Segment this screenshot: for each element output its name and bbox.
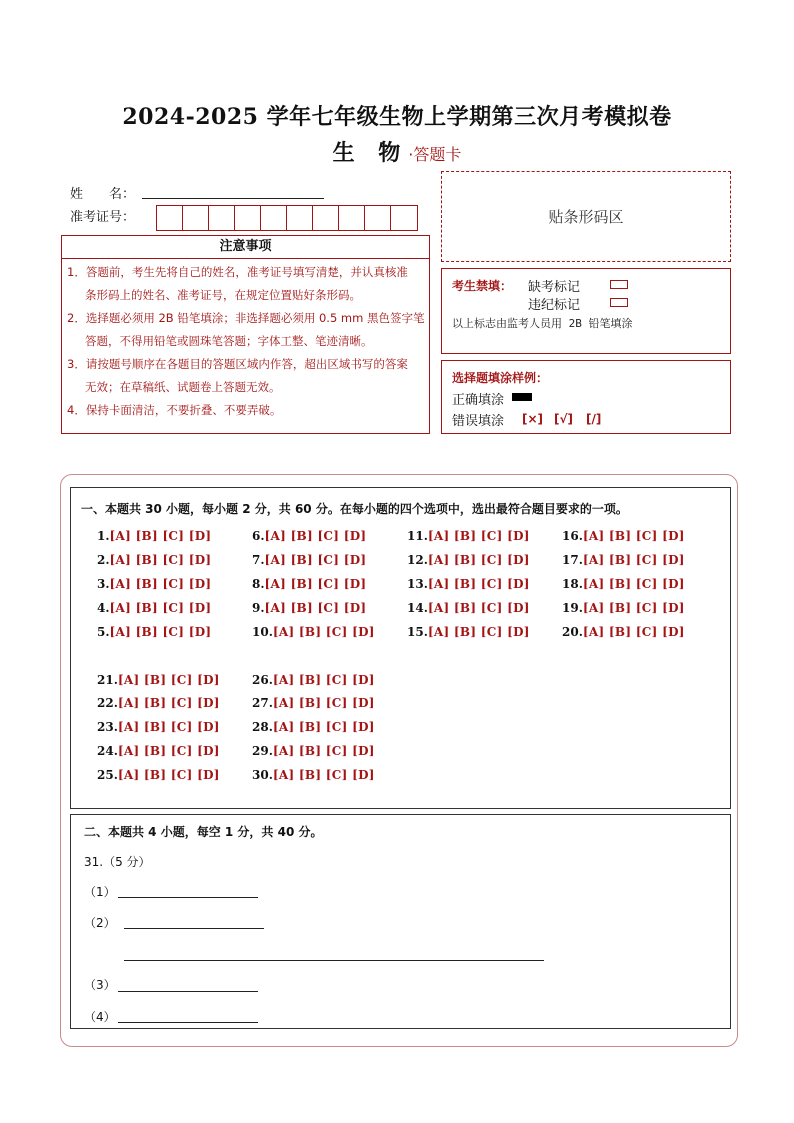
question-number: 9. (252, 601, 265, 615)
choice-question[interactable] (252, 553, 366, 567)
choice-question[interactable] (252, 577, 366, 591)
choice-question[interactable] (407, 625, 530, 639)
section2-box (70, 814, 731, 1029)
id-cell[interactable] (157, 206, 183, 230)
choice-question[interactable] (97, 577, 211, 591)
absent-label: 缺考标记 (528, 280, 581, 295)
answer-options[interactable]: [A] [B] [C] [D] (272, 696, 375, 710)
answer-options[interactable]: [A] [B] [C] [D] (272, 625, 375, 639)
wrong-mark-x: [×] (522, 412, 544, 426)
question-number: 5. (97, 625, 110, 639)
choice-question[interactable] (252, 720, 375, 734)
choice-question[interactable] (97, 720, 220, 734)
question-number: 12. (407, 553, 428, 567)
notice-line: 无效；在草稿纸、试题卷上答题无效。 (85, 380, 281, 394)
correct-fill-mark (512, 393, 532, 401)
answer-options[interactable]: [A] [B] [C] [D] (272, 768, 375, 782)
answer-options[interactable]: [A] [B] [C] [D] (109, 625, 212, 639)
question-number: 16. (562, 529, 583, 543)
id-cell[interactable] (235, 206, 261, 230)
choice-question[interactable] (97, 744, 220, 758)
answer-options[interactable]: [A] [B] [C] [D] (427, 529, 530, 543)
question-number: 8. (252, 577, 265, 591)
id-cell[interactable] (313, 206, 339, 230)
section1-heading: 一、本题共 30 小题，每小题 2 分，共 60 分。在每小题的四个选项中，选出最符合题目要求的一项。 (81, 502, 628, 516)
question-number: 17. (562, 553, 583, 567)
answer-options[interactable]: [A] [B] [C] [D] (264, 577, 367, 591)
correct-fill-label: 正确填涂 (452, 393, 505, 408)
question-number: 30. (252, 768, 273, 782)
choice-question[interactable] (97, 768, 220, 782)
answer-line-3[interactable] (118, 991, 258, 992)
notice-line: 1．答题前，考生先将自己的姓名，准考证号填写清楚，并认真核准 (67, 265, 408, 279)
choice-question[interactable] (252, 529, 366, 543)
answer-options[interactable]: [A] [B] [C] [D] (117, 720, 220, 734)
question-number: 1. (97, 529, 110, 543)
notice-line: 条形码上的姓名、准考证号，在规定位置贴好条形码。 (85, 288, 361, 302)
answer-options[interactable]: [A] [B] [C] [D] (272, 720, 375, 734)
question-number: 20. (562, 625, 583, 639)
answer-options[interactable]: [A] [B] [C] [D] (117, 768, 220, 782)
choice-question[interactable] (407, 577, 530, 591)
choice-question[interactable] (562, 601, 685, 615)
question-number: 7. (252, 553, 265, 567)
wrong-mark-slash: [/] (586, 412, 602, 426)
sub-label-2: （2） (84, 916, 116, 930)
notice-heading: 注意事项 (219, 239, 272, 254)
answer-options[interactable]: [A] [B] [C] [D] (264, 529, 367, 543)
choice-question[interactable] (252, 768, 375, 782)
question-number: 10. (252, 625, 273, 639)
violation-label: 违纪标记 (528, 298, 581, 313)
answer-line-2a[interactable] (124, 928, 264, 929)
id-number-grid[interactable] (156, 205, 418, 231)
fill-sample-label: 选择题填涂样例： (452, 371, 549, 385)
answer-options[interactable]: [A] [B] [C] [D] (109, 553, 212, 567)
card-suffix: ·答题卡 (408, 145, 462, 164)
subject-title (0, 136, 794, 167)
question-number: 15. (407, 625, 428, 639)
question-number: 14. (407, 601, 428, 615)
question-number: 24. (97, 744, 118, 758)
question-number: 18. (562, 577, 583, 591)
answer-options[interactable]: [A] [B] [C] [D] (582, 577, 685, 591)
choice-question[interactable] (252, 744, 375, 758)
notice-line: 2．选择题必须用 2B 铅笔填涂；非选择题必须用 0.5 mm 黑色签字笔 (67, 311, 425, 325)
question-number: 21. (97, 673, 118, 687)
section2-heading: 二、本题共 4 小题，每空 1 分，共 40 分。 (84, 825, 323, 839)
choice-question[interactable] (562, 625, 685, 639)
notice-line: 答题，不得用铅笔或圆珠笔答题；字体工整、笔迹清晰。 (85, 334, 373, 348)
answer-options[interactable]: [A] [B] [C] [D] (109, 529, 212, 543)
question-number: 11. (407, 529, 428, 543)
name-label: 姓 名： (70, 187, 136, 202)
answer-options[interactable]: [A] [B] [C] [D] (427, 625, 530, 639)
answer-line-4[interactable] (118, 1022, 258, 1023)
id-cell[interactable] (261, 206, 287, 230)
answer-options[interactable]: [A] [B] [C] [D] (582, 529, 685, 543)
id-cell[interactable] (365, 206, 391, 230)
answer-options[interactable]: [A] [B] [C] [D] (427, 601, 530, 615)
answer-options[interactable]: [A] [B] [C] [D] (272, 744, 375, 758)
barcode-area (441, 171, 731, 262)
id-cell[interactable] (287, 206, 313, 230)
q31-label: 31.（5 分） (84, 855, 151, 869)
answer-options[interactable]: [A] [B] [C] [D] (109, 601, 212, 615)
id-cell[interactable] (183, 206, 209, 230)
answer-line-2b[interactable] (124, 960, 544, 961)
id-cell[interactable] (339, 206, 365, 230)
absent-checkbox[interactable] (610, 280, 628, 289)
id-cell[interactable] (209, 206, 235, 230)
proctor-note: 以上标志由监考人员用 2B 铅笔填涂 (452, 317, 633, 330)
choice-question[interactable] (97, 673, 220, 687)
sub-label-3: （3） (84, 978, 116, 992)
notice-line: 4．保持卡面清洁，不要折叠、不要弄破。 (67, 403, 282, 417)
choice-question[interactable] (97, 601, 211, 615)
page-title: 2024-2025 学年七年级生物上学期第三次月考模拟卷 (122, 104, 672, 130)
question-number: 13. (407, 577, 428, 591)
wrong-fill-label: 错误填涂 (452, 414, 505, 429)
question-number: 27. (252, 696, 273, 710)
notice-item (67, 307, 429, 353)
question-number: 6. (252, 529, 265, 543)
name-field[interactable] (142, 198, 324, 199)
question-number: 2. (97, 553, 110, 567)
question-number: 4. (97, 601, 110, 615)
answer-options[interactable]: [A] [B] [C] [D] (427, 553, 530, 567)
question-number: 28. (252, 720, 273, 734)
notice-line: 3．请按题号顺序在各题目的答题区域内作答，超出区域书写的答案 (67, 357, 408, 371)
question-number: 25. (97, 768, 118, 782)
choice-question[interactable] (562, 553, 685, 567)
choice-question[interactable] (97, 625, 211, 639)
subject-name: 生 物 (332, 140, 409, 166)
proctor-box (441, 268, 731, 354)
wrong-mark-check: [√] (554, 412, 573, 426)
choice-question[interactable] (97, 553, 211, 567)
question-number: 3. (97, 577, 110, 591)
barcode-label: 贴条形码区 (548, 208, 624, 226)
notice-item (67, 261, 429, 307)
sub-label-4: （4） (84, 1010, 116, 1024)
choice-question[interactable] (252, 601, 366, 615)
sub-label-1: （1） (84, 885, 116, 899)
answer-line-1[interactable] (118, 897, 258, 898)
question-number: 23. (97, 720, 118, 734)
answer-options[interactable]: [A] [B] [C] [D] (264, 553, 367, 567)
notice-box (61, 258, 430, 434)
question-number: 29. (252, 744, 273, 758)
id-cell[interactable] (391, 206, 417, 230)
choice-question[interactable] (252, 625, 375, 639)
question-number: 22. (97, 696, 118, 710)
answer-options[interactable]: [A] [B] [C] [D] (109, 577, 212, 591)
question-number: 26. (252, 673, 273, 687)
answer-options[interactable]: [A] [B] [C] [D] (582, 601, 685, 615)
answer-options[interactable]: [A] [B] [C] [D] (117, 696, 220, 710)
notice-item (67, 399, 429, 422)
fill-sample-box (441, 360, 731, 434)
answer-options[interactable]: [A] [B] [C] [D] (264, 601, 367, 615)
answer-options[interactable]: [A] [B] [C] [D] (582, 553, 685, 567)
id-label: 准考证号： (70, 210, 136, 225)
choice-question[interactable] (562, 529, 685, 543)
choice-question[interactable] (407, 529, 530, 543)
choice-question[interactable] (252, 673, 375, 687)
answer-options[interactable]: [A] [B] [C] [D] (117, 673, 220, 687)
choice-question[interactable] (97, 696, 220, 710)
answer-options[interactable]: [A] [B] [C] [D] (117, 744, 220, 758)
notice-item (67, 353, 429, 399)
choice-question[interactable] (562, 577, 685, 591)
answer-options[interactable]: [A] [B] [C] [D] (427, 577, 530, 591)
question-number: 19. (562, 601, 583, 615)
choice-question[interactable] (252, 696, 375, 710)
proctor-label: 考生禁填： (452, 279, 513, 293)
choice-question[interactable] (407, 553, 530, 567)
answer-options[interactable]: [A] [B] [C] [D] (582, 625, 685, 639)
violation-checkbox[interactable] (610, 298, 628, 307)
notice-header (61, 235, 430, 259)
choice-question[interactable] (407, 601, 530, 615)
choice-question[interactable] (97, 529, 211, 543)
answer-options[interactable]: [A] [B] [C] [D] (272, 673, 375, 687)
